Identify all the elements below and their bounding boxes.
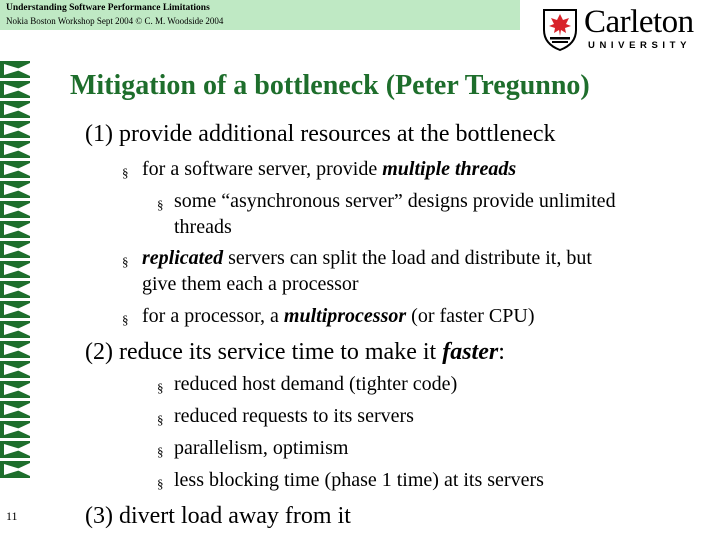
- point-2d: less blocking time (phase 1 time) at its servers: [174, 469, 544, 491]
- point-1a: [142, 158, 516, 181]
- strip-tile: [0, 381, 30, 398]
- point-2a: reduced host demand (tighter code): [174, 373, 458, 395]
- strip-tile: [0, 141, 30, 158]
- bullet-icon: §: [122, 312, 129, 327]
- bullet-icon: §: [157, 380, 164, 395]
- logo-wordmark: Carleton: [584, 4, 694, 40]
- university-logo: [540, 6, 712, 54]
- strip-tile: [0, 61, 30, 78]
- point-2c: parallelism, optimism: [174, 437, 349, 459]
- slide-title: Mitigation of a bottleneck (Peter Tregunno): [70, 70, 590, 101]
- header-subtitle: Nokia Boston Workshop Sept 2004 © C. M. Woodside 2004: [6, 16, 224, 26]
- strip-tile: [0, 401, 30, 418]
- strip-tile: [0, 221, 30, 238]
- header-title: Understanding Software Performance Limitations: [6, 3, 210, 13]
- point-2b: reduced requests to its servers: [174, 405, 414, 427]
- bullet-icon: §: [157, 197, 164, 212]
- strip-tile: [0, 261, 30, 278]
- point-2-emphasis: faster: [442, 339, 499, 365]
- page-number: 11: [6, 509, 18, 523]
- bullet-icon: §: [157, 476, 164, 491]
- strip-tile: [0, 341, 30, 358]
- point-3: (3) divert load away from it: [85, 503, 351, 529]
- strip-tile: [0, 101, 30, 118]
- strip-tile: [0, 281, 30, 298]
- strip-tile: [0, 441, 30, 458]
- point-1c-emphasis: multiprocessor: [283, 305, 407, 327]
- point-2-colon: :: [498, 339, 505, 365]
- point-1b-emphasis: replicated: [142, 247, 224, 269]
- strip-tile: [0, 181, 30, 198]
- strip-tile: [0, 421, 30, 438]
- point-1a1-line2: threads: [174, 216, 232, 238]
- point-1: (1) provide additional resources at the bottleneck: [85, 121, 556, 147]
- strip-tile: [0, 301, 30, 318]
- strip-tile: [0, 161, 30, 178]
- point-2: [85, 339, 505, 366]
- strip-tile: [0, 461, 30, 478]
- decorative-strip: [0, 60, 32, 480]
- header-band: [0, 0, 520, 30]
- point-1a-emphasis: multiple threads: [382, 158, 517, 180]
- point-1b-line2: give them each a processor: [142, 273, 359, 295]
- bullet-icon: §: [157, 444, 164, 459]
- logo-subtitle: UNIVERSITY: [588, 40, 692, 51]
- point-1b: [142, 247, 592, 270]
- point-1a-text: for a software server, provide: [142, 158, 383, 180]
- strip-tile: [0, 361, 30, 378]
- point-1c: [142, 305, 534, 328]
- bullet-icon: §: [122, 165, 129, 180]
- point-1c-text-end: (or faster CPU): [406, 305, 535, 327]
- strip-tile: [0, 201, 30, 218]
- strip-tile: [0, 321, 30, 338]
- bullet-icon: §: [122, 254, 129, 269]
- strip-tile: [0, 241, 30, 258]
- point-1b-text: servers can split the load and distribute it, but: [223, 247, 592, 269]
- point-2-text: (2) reduce its service time to make it: [85, 339, 443, 365]
- shield-icon: [542, 8, 578, 52]
- bullet-icon: §: [157, 412, 164, 427]
- strip-tile: [0, 81, 30, 98]
- strip-tile: [0, 121, 30, 138]
- point-1a1-line1: some “asynchronous server” designs provide unlimited: [174, 190, 616, 212]
- point-1c-text: for a processor, a: [142, 305, 284, 327]
